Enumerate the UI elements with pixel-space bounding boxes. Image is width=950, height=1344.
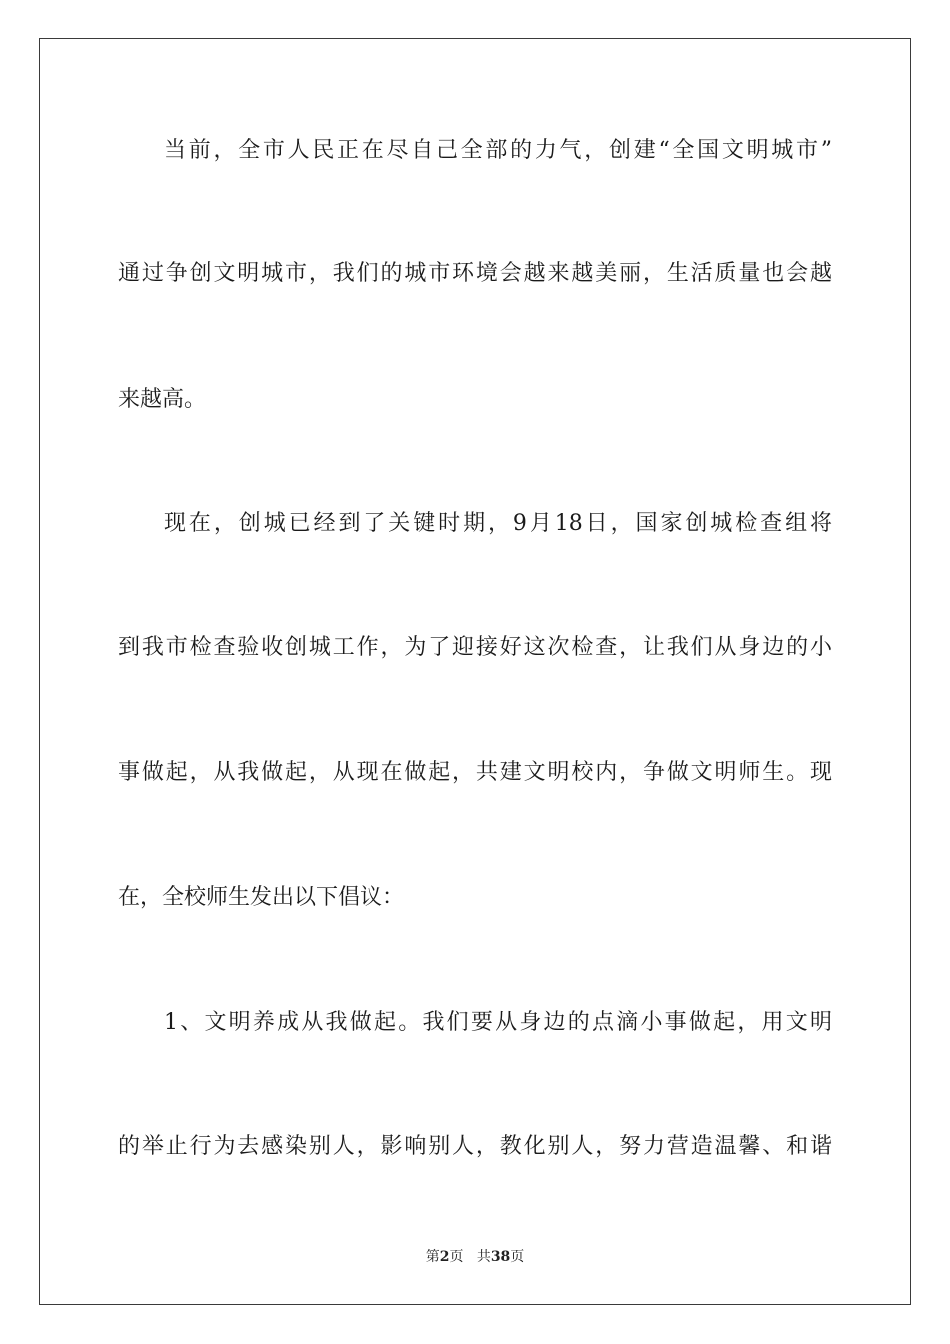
footer-total-suffix: 页 <box>510 1249 525 1265</box>
paragraph-2-line-4: 在，全校师生发出以下倡议： <box>118 885 405 910</box>
paragraph-3-line-1: 1、文明养成从我做起。我们要从身边的点滴小事做起，用文明 <box>164 1010 832 1035</box>
paragraph-2-line-2: 到我市检查验收创城工作，为了迎接好这次检查，让我们从身边的小 <box>118 635 832 660</box>
paragraph-1-line-3: 来越高。 <box>118 387 207 412</box>
page-footer <box>0 1248 950 1266</box>
paragraph-2-line-1: 现在，创城已经到了关键时期，9月18日，国家创城检查组将 <box>164 511 832 536</box>
footer-page-prefix: 第 <box>425 1249 440 1265</box>
paragraph-3-line-2: 的举止行为去感染别人，影响别人，教化别人，努力营造温馨、和谐 <box>118 1134 832 1159</box>
paragraph-1-line-2: 通过争创文明城市，我们的城市环境会越来越美丽，生活质量也会越 <box>118 261 832 286</box>
paragraph-1-line-1: 当前，全市人民正在尽自己全部的力气，创建“全国文明城市” <box>164 138 832 163</box>
footer-page-suffix: 页 <box>449 1249 464 1265</box>
page-border <box>39 38 911 1305</box>
footer-total-prefix: 共 <box>476 1249 491 1265</box>
paragraph-2-line-3: 事做起，从我做起，从现在做起，共建文明校内，争做文明师生。现 <box>118 760 832 785</box>
footer-total-pages: 38 <box>490 1249 511 1265</box>
footer-page-number: 2 <box>439 1249 450 1265</box>
